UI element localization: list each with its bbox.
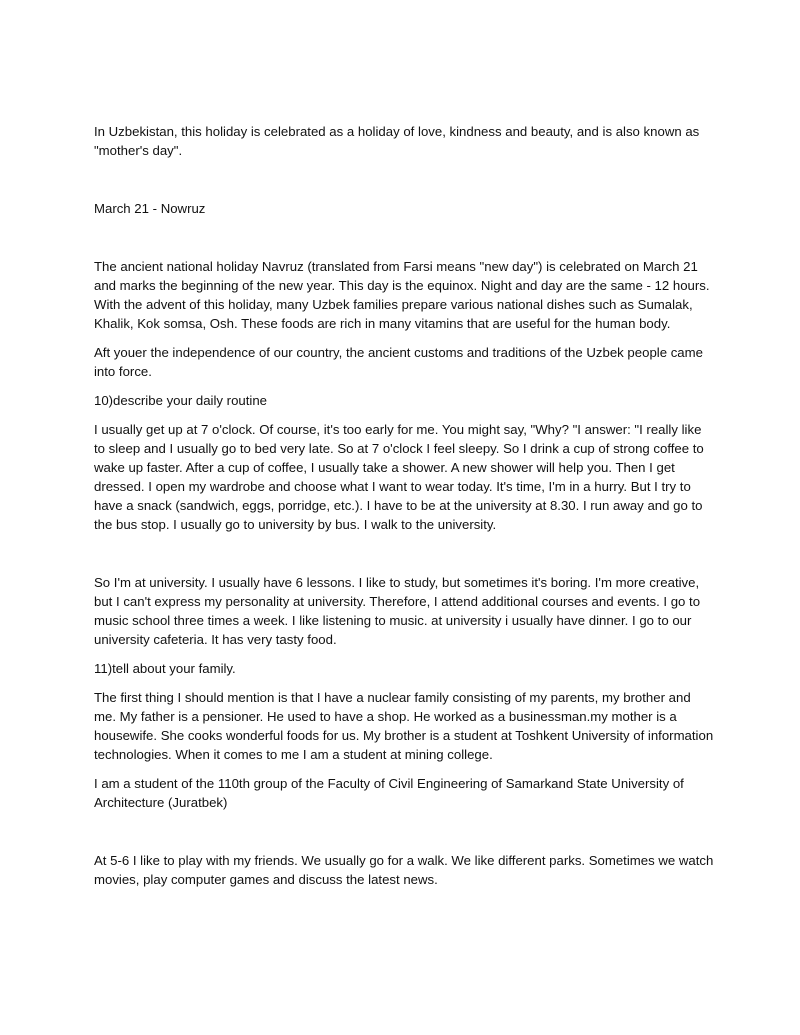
question-daily-routine: 10)describe your daily routine [94,393,267,408]
question-family: 11)tell about your family. [94,661,236,676]
paragraph-morning-routine: I usually get up at 7 o'clock. Of course, it's too early for me. You might say, "Why? "I answer: "I really like to sleep and I usually go to bed very late. So at 7 o'clock I feel sleepy. So I drink a cup of strong coffee to wake up faster. After a cup of coffee, I usually take a shower. A new shower will help you. Then I get dressed. I open my wardrobe and choose what I want to wear today. It's time, I'm in a hurry. But I try to have a snack (sandwich, eggs, porridge, etc.). I have to be at the university at 8.30. I run away and go to the bus stop. I usually go to university by bus. I walk to the university. [94,422,704,532]
paragraph-student-group: I am a student of the 110th group of the Faculty of Civil Engineering of Samarkand State University of Architecture (Juratbek) [94,776,684,810]
paragraph-friends: At 5-6 I like to play with my friends. We usually go for a walk. We like different parks. Sometimes we watch movies, play computer games and discuss the latest news. [94,853,714,887]
paragraph-family: The first thing I should mention is that I have a nuclear family consisting of my parents, my brother and me. My father is a pensioner. He used to have a shop. He worked as a businessman.my mother is a housewife. She cooks wonderful foods for us. My brother is a student at Toshkent University of information technologies. When it comes to me I am a student at mining college. [94,690,714,762]
paragraph-independence: Aft youer the independence of our country, the ancient customs and traditions of the Uzbek people came into force. [94,345,703,379]
paragraph-nowruz-heading: March 21 - Nowruz [94,201,206,216]
paragraph-university: So I'm at university. I usually have 6 lessons. I like to study, but sometimes it's boring. I'm more creative, but I can't express my personality at university. Therefore, I attend additional courses and events. I go to music school three times a week. I like listening to music. at university i usually have dinner. I go to our university cafeteria. It has very tasty food. [94,575,701,647]
paragraph-mothers-day: In Uzbekistan, this holiday is celebrated as a holiday of love, kindness and beauty, and is also known as "mother's day". [94,124,700,158]
document-body [94,122,714,899]
paragraph-navruz-description: The ancient national holiday Navruz (translated from Farsi means "new day") is celebrated on March 21 and marks the beginning of the new year. This day is the equinox. Night and day are the same - 12 hours. With the advent of this holiday, many Uzbek families prepare various national dishes such as Sumalak, Khalik, Kok somsa, Osh. These foods are rich in many vitamins that are useful for the human body. [94,259,710,331]
